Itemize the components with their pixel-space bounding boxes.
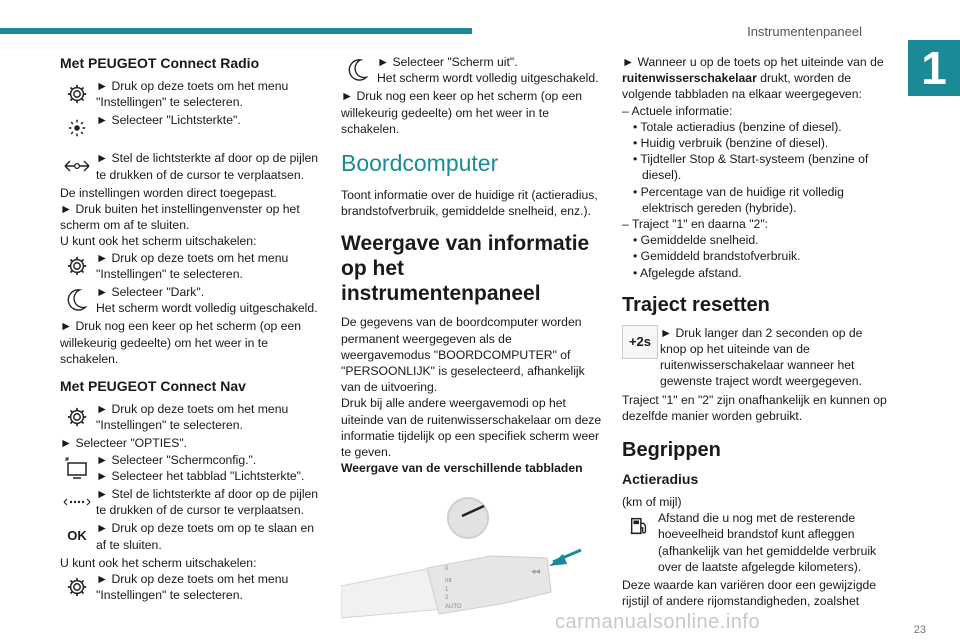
weergave-text-2: Druk bij alle andere weergavemodi op het uiteinde van de ruitenwisserschakelaar om deze informatie tijdelijk op een specifiek scherm weer te geven.: [341, 396, 602, 460]
nav-text-8: ► Druk op deze toets om het menu "Instellingen" te selecteren.: [96, 572, 289, 603]
begrippen-title: Begrippen: [622, 439, 721, 462]
lever-label-2: 2: [445, 595, 449, 602]
nav-step-3: [60, 452, 322, 484]
nav-step-5: [60, 486, 322, 518]
nav-text-3: ► Selecteer "Schermconfig.".: [96, 452, 257, 467]
nav-text-7: U kunt ook het scherm uitschakelen:: [60, 555, 257, 570]
weergave-title: Weergave van informatie op het instrumentenpaneel: [341, 232, 590, 306]
list-item: • Gemiddeld brandstofverbruik.: [633, 249, 801, 264]
list-dash-1: – Actuele informatie:: [622, 103, 733, 118]
nav-text-34: [96, 452, 322, 484]
page-number: 23: [913, 624, 926, 636]
list-item: • Percentage van de huidige rit volledig elektrisch gereden (hybride).: [633, 184, 844, 215]
tabs-intro-c: drukt, worden de volgende tabbladen na elkaar weergegeven:: [622, 71, 862, 102]
column-3: [622, 54, 890, 609]
fuel-pump-icon: [622, 510, 656, 542]
radio-step-7: [60, 250, 322, 282]
radio-text-6: U kunt ook het scherm uitschakelen:: [60, 234, 257, 249]
reset-text-2: Traject "1" en "2" zijn onafhankelijk en kunnen op dezelfde manier worden gebruikt.: [622, 392, 887, 423]
reset-step: [622, 325, 890, 390]
list-item: • Tijdteller Stop & Start-systeem (benzine of diesel).: [633, 152, 869, 183]
boordcomputer-title: Boordcomputer: [341, 150, 499, 177]
screen-brightness-icon: [60, 452, 94, 484]
svg-text:◂◂: ◂◂: [531, 566, 541, 577]
nav-text-5: ► Stel de lichtsterkte af door op de pijlen te drukken of de cursor te verplaatsen.: [96, 487, 319, 518]
gear-icon: [60, 571, 94, 603]
list-item: • Totale actieradius (benzine of diesel).: [633, 119, 842, 134]
nav-title: Met PEUGEOT Connect Nav: [60, 378, 246, 395]
list-item: • Gemiddelde snelheid.: [633, 233, 759, 248]
lever-label-int: Int: [445, 578, 452, 585]
radio-step-1: [60, 78, 322, 110]
lever-label-0: 0: [445, 566, 449, 573]
plus-2s-icon: +2s: [622, 325, 658, 359]
column-1: [60, 54, 322, 605]
header-bar: [0, 28, 472, 34]
chapter-number: 1: [908, 40, 960, 96]
nav-step-6: [60, 520, 322, 552]
radio-text-9: ► Druk nog een keer op het scherm (op een willekeurig gedeelte) om het weer in te schakelen.: [60, 319, 302, 366]
dots-slider-icon: [60, 486, 94, 518]
moon-icon: [60, 284, 94, 316]
reset-title: Traject resetten: [622, 293, 770, 316]
list-item: • Afgelegde afstand.: [633, 265, 742, 280]
gear-icon: [60, 250, 94, 282]
radio-title: Met PEUGEOT Connect Radio: [60, 55, 260, 71]
lever-label-auto: AUTO: [445, 604, 462, 611]
boordcomputer-text: Toont informatie over de huidige rit (actieradius, brandstofverbruik, gemiddelde snelheid, enz.).: [341, 188, 598, 219]
gear-icon: [60, 401, 94, 433]
lever-label-1: 1: [445, 587, 449, 594]
screen-off-text: ► Selecteer "Scherm uit". Het scherm wordt volledig uitgeschakeld.: [377, 55, 599, 86]
screen-off-step: [341, 54, 603, 86]
wiper-stalk-illustration: [341, 490, 603, 630]
nav-step-8: [60, 571, 322, 603]
section-title: Instrumentenpaneel: [747, 24, 862, 39]
nav-text-2: ► Selecteer "OPTIES".: [60, 436, 188, 451]
actieradius-text-2: Deze waarde kan variëren door een gewijzigde rijstijl of andere rijomstandigheden, zoalshet: [622, 578, 877, 609]
radio-text-1: ► Druk op deze toets om het menu "Instellingen" te selecteren.: [96, 79, 289, 110]
radio-step-8: [60, 284, 322, 316]
moon-icon: [341, 54, 375, 86]
tabs-intro-a: ► Wanneer u op de toets op het uiteinde van de: [622, 55, 884, 69]
tabs-intro: [622, 54, 890, 103]
column-2: [341, 54, 603, 630]
actieradius-unit: (km of mijl): [622, 495, 682, 510]
radio-text-5: ► Druk buiten het instellingenvenster op het scherm om af te sluiten.: [60, 202, 300, 233]
list-item: • Huidig verbruik (benzine of diesel).: [633, 136, 829, 151]
tabs-intro-b: ruitenwisserschakelaar: [622, 71, 757, 86]
radio-step-2: [60, 112, 322, 144]
radio-text-4: De instellingen worden direct toegepast.: [60, 185, 277, 200]
brightness-icon: [60, 112, 94, 144]
radio-text-8: ► Selecteer "Dark". Het scherm wordt volledig uitgeschakeld.: [96, 285, 318, 316]
list-dash-2: – Traject "1" en daarna "2":: [622, 217, 769, 232]
reset-text: ► Druk langer dan 2 seconden op de knop op het uiteinde van de ruitenwisserschakelaar wanneer het gewenste traject wordt weergegeven.: [660, 325, 863, 389]
slider-arrows-icon: [60, 150, 94, 182]
actieradius-title: Actieradius: [622, 471, 699, 488]
nav-step-1: [60, 401, 322, 433]
nav-text-4: ► Selecteer het tabblad "Lichtsterkte".: [96, 468, 305, 483]
gear-icon: [60, 78, 94, 110]
actieradius-step: [622, 510, 890, 575]
nav-text-6: ► Druk op deze toets om op te slaan en af te sluiten.: [96, 521, 315, 552]
actieradius-text: Afstand die u nog met de resterende hoeveelheid brandstof kunt afleggen (afhankelijk van het gemiddelde verbruik over de laatste afgelegde kilometers).: [658, 511, 877, 574]
nav-text-1: ► Druk op deze toets om het menu "Instellingen" te selecteren.: [96, 402, 289, 433]
watermark: carmanualsonline.info: [555, 611, 761, 633]
radio-step-3: [60, 150, 322, 182]
radio-text-7: ► Druk op deze toets om het menu "Instellingen" te selecteren.: [96, 250, 289, 281]
radio-text-3: ► Stel de lichtsterkte af door op de pijlen te drukken of de cursor te verplaatsen.: [96, 151, 319, 182]
ok-icon: OK: [67, 528, 87, 544]
weergave-text-3: Weergave van de verschillende tabbladen: [341, 461, 583, 476]
weergave-text-1: De gegevens van de boordcomputer worden permanent weergegeven als de weergavemodus "BOORDCOMPUTER" of "PERSOONLIJK" is geselecteerd, afhankelijk van de uitvoering.: [341, 315, 585, 395]
screen-on-text: ► Druk nog een keer op het scherm (op een willekeurig gedeelte) om het weer in te schakelen.: [341, 89, 583, 136]
radio-text-2: ► Selecteer "Lichtsterkte".: [96, 113, 241, 128]
